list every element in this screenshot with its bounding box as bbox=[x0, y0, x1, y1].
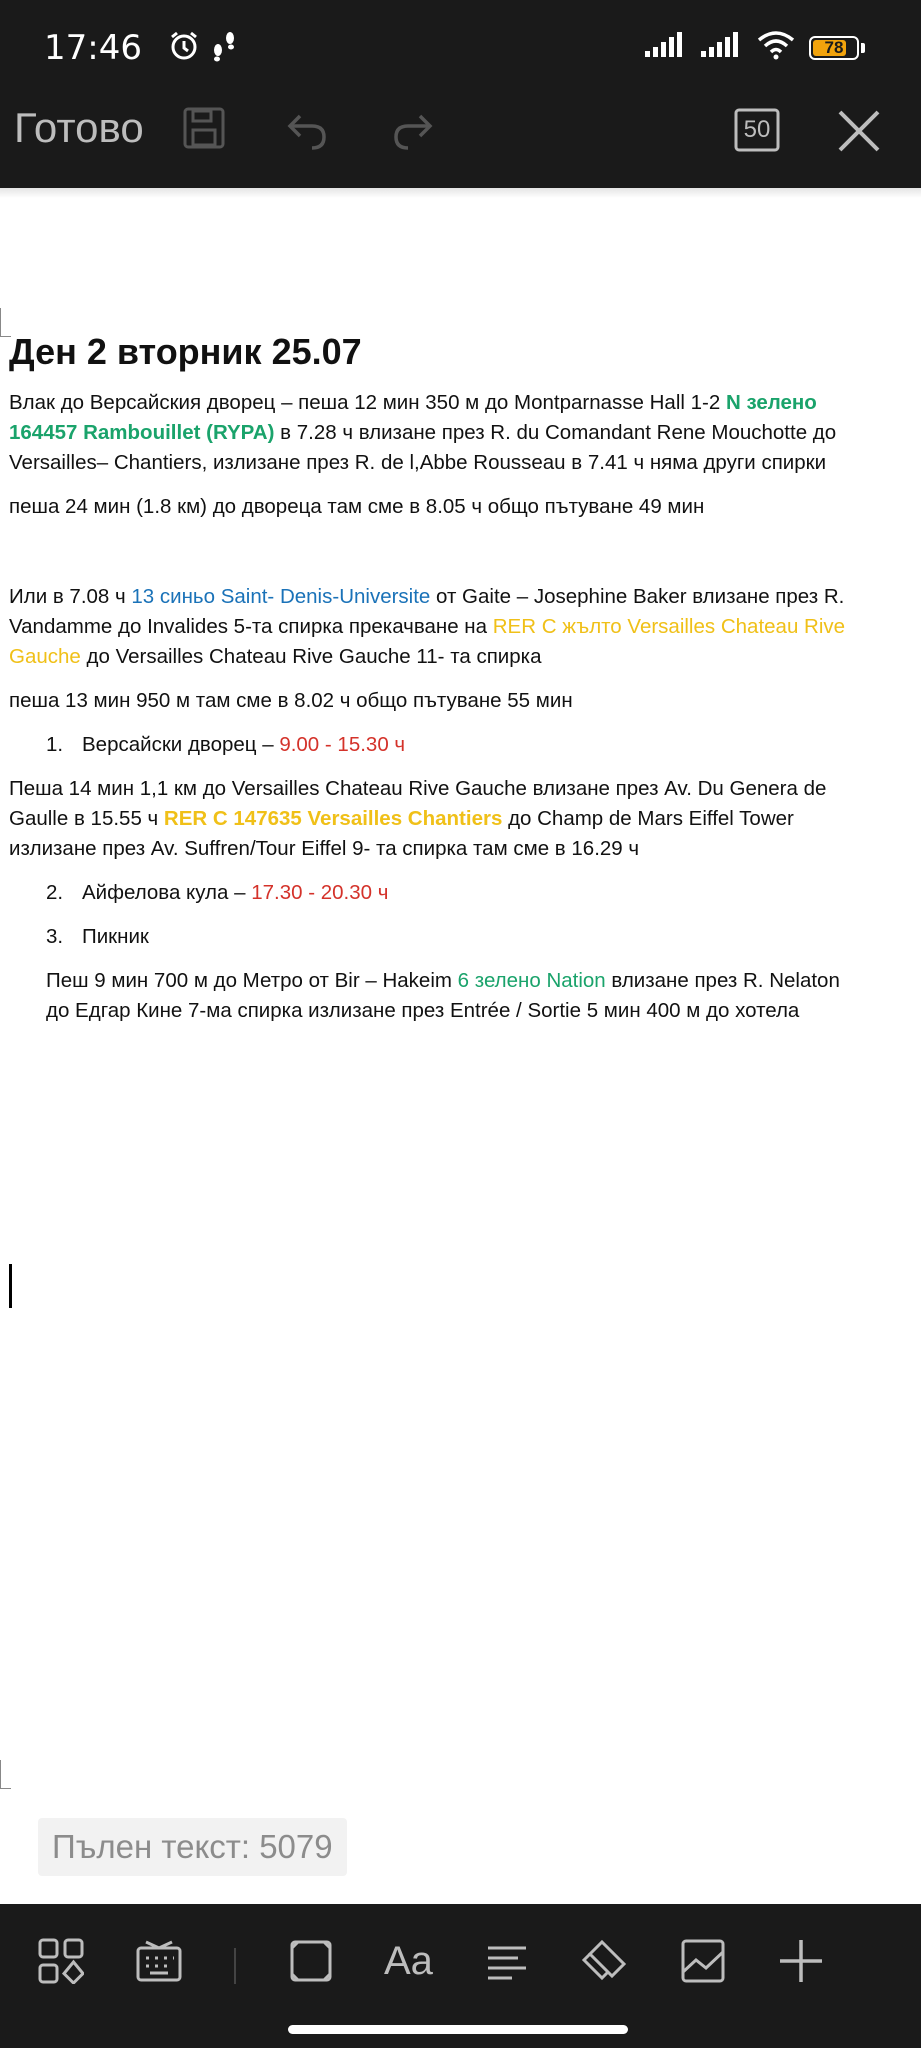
page-count-value: 50 bbox=[743, 116, 771, 143]
paragraph-2: пеша 24 мин (1.8 км) до двореца там сме в 8.05 ч общо пътуване 49 мин bbox=[9, 495, 705, 518]
paragraph-6-line-1: Пеш 9 мин 700 м до Метро от Bir – Hakeim 6 зелено Nation влизане през R. Nelaton bbox=[46, 969, 840, 992]
undo-icon[interactable] bbox=[286, 106, 330, 155]
paragraph-4: пеша 13 мин 950 м там сме в 8.02 ч общо пътуване 55 мин bbox=[9, 689, 573, 712]
insert-image-icon[interactable] bbox=[680, 1938, 726, 1989]
fullscreen-icon[interactable] bbox=[288, 1938, 334, 1989]
paragraph-1-line-3: Versailles– Chantiers, излизане през R. de l,Abbe Rousseau в 7.41 ч няма други спирки bbox=[9, 451, 827, 474]
page-count-button[interactable] bbox=[734, 108, 780, 157]
paragraph-5-line-1: Пеша 14 мин 1,1 км до Versailles Chateau Rive Gauche влизане през Av. Du Genera de bbox=[9, 777, 827, 800]
wifi-icon bbox=[757, 30, 795, 65]
alarm-icon bbox=[168, 30, 200, 67]
day-title: Ден 2 вторник 25.07 bbox=[9, 331, 362, 372]
signal-icon-2 bbox=[701, 31, 743, 64]
document-body[interactable] bbox=[9, 330, 921, 1026]
status-time: 17:46 bbox=[44, 28, 142, 68]
svg-text:Aa: Aa bbox=[384, 1939, 433, 1982]
battery-level: 78 bbox=[824, 37, 844, 57]
redo-icon[interactable] bbox=[390, 106, 434, 155]
metro-6-label: 6 зелено Nation bbox=[457, 969, 606, 992]
word-count-badge: Пълен текст: 5079 bbox=[38, 1818, 347, 1876]
train-number-label: 164457 Rambouillet (RYPA) bbox=[9, 421, 275, 444]
list-item-2: 2. Айфелова кула – 17.30 - 20.30 ч bbox=[46, 881, 389, 904]
toolbar-shadow bbox=[0, 188, 921, 198]
save-icon[interactable] bbox=[182, 106, 226, 155]
metro-line-label: 13 синьо Saint- Denis-Universite bbox=[131, 585, 431, 608]
toolbar-divider bbox=[234, 1948, 236, 1984]
rer-line-label: RER C жълто Versailles Chateau Rive bbox=[492, 615, 846, 638]
footsteps-icon bbox=[210, 30, 238, 67]
paragraph-5-line-2: Gaulle в 15.55 ч RER C 147635 Versailles Chantiers до Champ de Mars Eiffel Tower bbox=[9, 807, 794, 830]
paragraph-align-icon[interactable] bbox=[484, 1938, 530, 1989]
home-indicator[interactable] bbox=[288, 2025, 628, 2034]
paragraph-5-line-3: излизане през Av. Suffren/Tour Eiffel 9- та спирка там сме в 16.29 ч bbox=[9, 837, 640, 860]
palace-hours: 9.00 - 15.30 ч bbox=[279, 733, 406, 756]
list-item-3: 3. Пикник bbox=[46, 925, 149, 948]
status-notification-icons bbox=[168, 30, 238, 67]
battery-icon bbox=[809, 36, 865, 60]
keyboard-icon[interactable] bbox=[136, 1938, 182, 1989]
text-cursor bbox=[9, 1264, 12, 1308]
paragraph-1-line-2: 164457 Rambouillet (RYPA) в 7.28 ч влизане през R. du Comandant Rene Mouchotte до bbox=[9, 421, 837, 444]
apps-grid-icon[interactable] bbox=[38, 1938, 84, 1989]
done-button[interactable]: Готово bbox=[14, 104, 144, 151]
paragraph-3-line-3: Gauche до Versailles Chateau Rive Gauche 11- та спирка bbox=[9, 645, 542, 668]
margin-mark-bottom bbox=[0, 1760, 11, 1789]
eraser-icon[interactable] bbox=[582, 1938, 628, 1989]
paragraph-6-line-2: до Едгар Кине 7-ма спирка излизане през Entrée / Sortie 5 мин 400 м до хотела bbox=[46, 999, 800, 1022]
rer-train-label: RER C 147635 Versailles Chantiers bbox=[163, 807, 503, 830]
text-format-icon[interactable] bbox=[384, 1936, 434, 1987]
signal-icon bbox=[645, 31, 687, 64]
green-line-label: N зелено bbox=[725, 391, 817, 414]
eiffel-hours: 17.30 - 20.30 ч bbox=[251, 881, 389, 904]
status-bar bbox=[0, 0, 921, 96]
status-system-icons bbox=[645, 30, 865, 65]
list-item-1: 1. Версайски дворец – 9.00 - 15.30 ч bbox=[46, 733, 406, 756]
paragraph-1-line-1: Влак до Версайския дворец – пеша 12 мин 350 м до Montparnasse Hall 1-2 N зелено bbox=[9, 391, 817, 414]
paragraph-3-line-1: Или в 7.08 ч 13 синьо Saint- Denis-Universite от Gaite – Josephine Baker влизане през R. bbox=[9, 585, 845, 608]
close-icon[interactable] bbox=[836, 108, 882, 159]
add-icon[interactable] bbox=[778, 1938, 824, 1989]
paragraph-3-line-2: Vandamme до Invalides 5-та спирка прекачване на RER C жълто Versailles Chateau Rive bbox=[9, 615, 846, 638]
